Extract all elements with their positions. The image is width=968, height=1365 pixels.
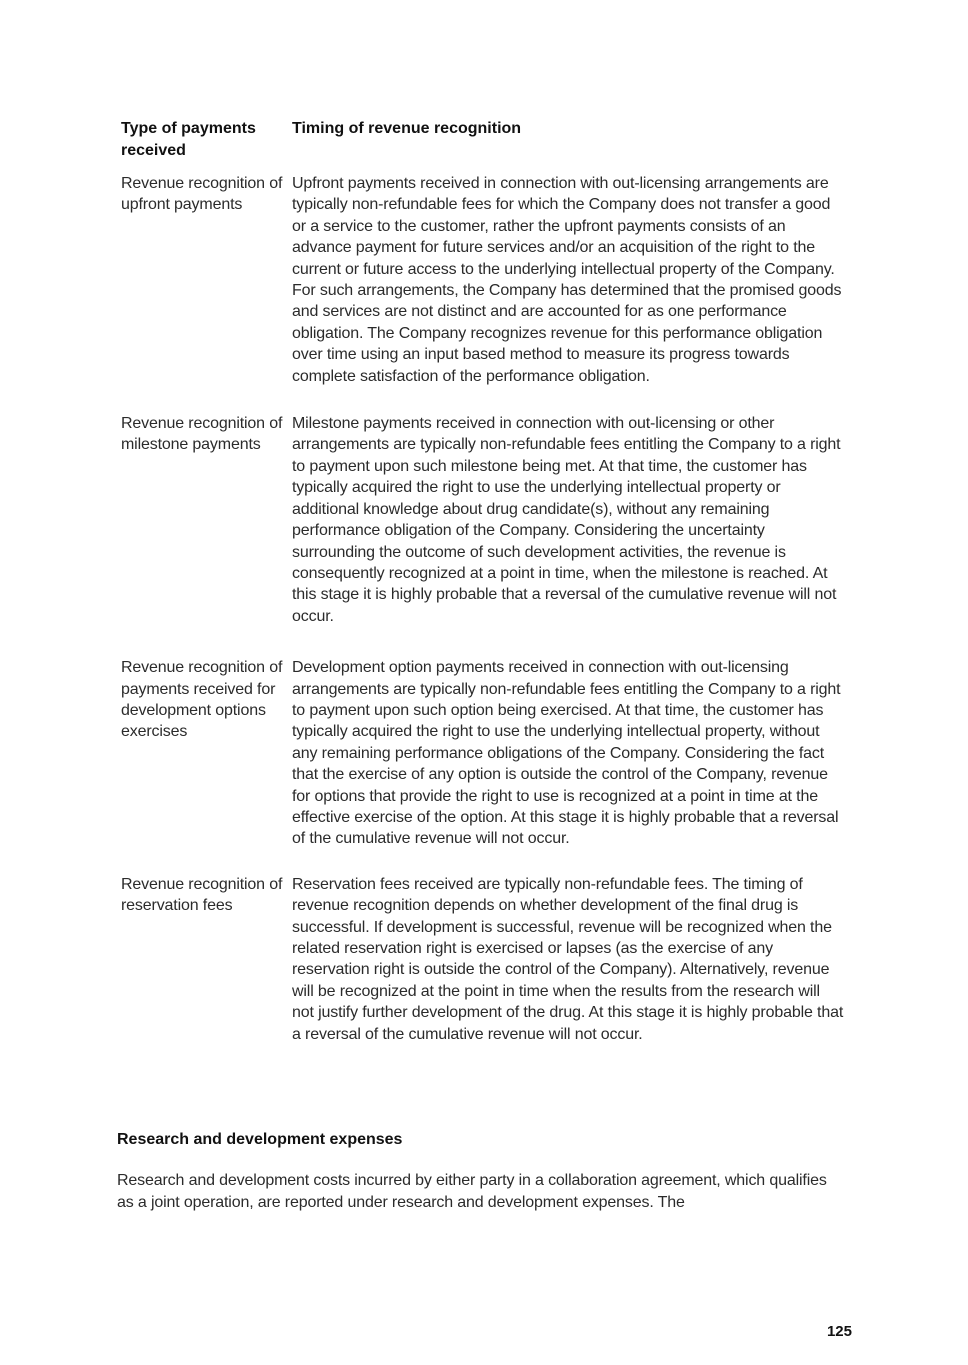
table-row xyxy=(121,413,851,627)
row-type-cell: Revenue recognition of payments received for development options exercises xyxy=(121,659,283,741)
section-title: Research and development expenses xyxy=(117,1131,403,1148)
row-type-cell: Revenue recognition of milestone payments xyxy=(121,415,283,454)
row-timing-cell: Reservation fees received are typically non-refundable fees. The timing of revenue recognition depends on whether development of the final drug is successful. If development is successful, revenue will be recognized when the related reservation right is exercised or lapses (as the exercise of any reservation right is outside the control of the Company). Alternatively, revenue will be recognized at the point in time when the results from the research will not justify further development of the drug. At this stage it is highly probable that a reversal of the cumulative revenue will not occur. xyxy=(292,875,844,1043)
table-row xyxy=(121,173,851,387)
row-timing-cell: Upfront payments received in connection with out-licensing arrangements are typically non-refundable fees for which the Company does not transfer a good or a service to the customer, rather the upfront payments consists of an advance payment for future services and/or an acquisition of the right to the current or future access to the underlying intellectual property of the Company. For such arrangements, the Company has determined that the promised goods and services are not distinct and are accounted for as one performance obligation. The Company recognizes revenue for this performance obligation over time using an input based method to measure its progress towards complete satisfaction of the performance obligation. xyxy=(292,175,842,385)
row-type-cell: Revenue recognition of upfront payments xyxy=(121,175,283,214)
table-row xyxy=(121,657,851,850)
header-timing-of-revenue: Timing of revenue recognition xyxy=(292,120,522,137)
header-type-of-payments: Type of payments received xyxy=(121,120,256,159)
table-row xyxy=(121,874,851,1045)
table-header-row xyxy=(121,118,851,161)
page-number: 125 xyxy=(826,1323,852,1340)
section-paragraph: Research and development costs incurred by either party in a collaboration agreement, which qualifies as a joint operation, are reported under research and development expenses. The xyxy=(117,1172,827,1211)
row-timing-cell: Development option payments received in connection with out-licensing arrangements are typically non-refundable fees entitling the Company to a right to payment upon such option being exercised. At that time, the customer has typically acquired the right to use the underlying intellectual property, without any remaining performance obligations of the Company. Considering the fact that the exercise of any option is outside the control of the Company, revenue for options that provide the right to use is recognized at a point in time at the effective exercise of the option. At this stage it is highly probable that a reversal of the cumulative revenue will not occur. xyxy=(292,659,841,848)
row-type-cell: Revenue recognition of reservation fees xyxy=(121,875,283,915)
row-timing-cell: Milestone payments received in connection with out-licensing or other arrangements are typically non-refundable fees entitling the Company to a right to payment upon such milestone being met. At that time, the customer has typically acquired the right to use the underlying intellectual property or additional knowledge about drug candidate(s), without any remaining performance obligation of the Company. Considering the uncertainty surrounding the outcome of such development activities, the revenue is consequently recognized at a point in time, when the milestone is reached. At this stage it is highly probable that a reversal of the cumulative revenue will not occur. xyxy=(292,415,841,625)
revenue-recognition-table xyxy=(121,118,851,1045)
